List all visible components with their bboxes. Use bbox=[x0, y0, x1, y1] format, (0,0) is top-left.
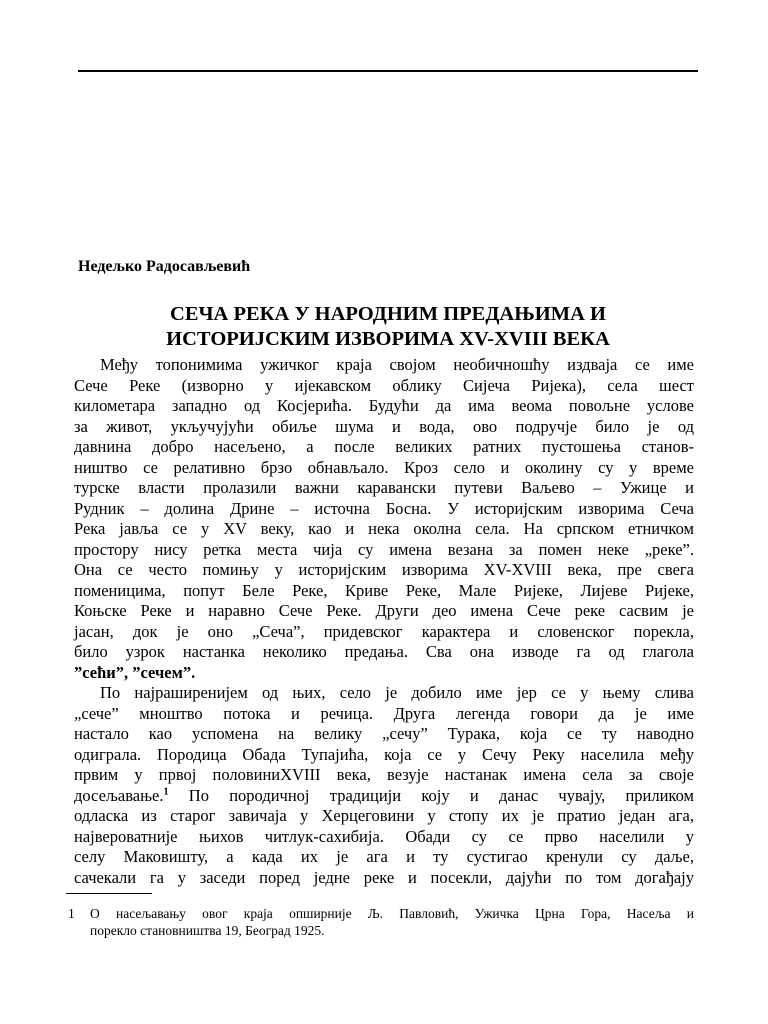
text-line bbox=[74, 663, 694, 684]
text-line bbox=[74, 786, 694, 807]
text-fragment: досељавање. bbox=[74, 785, 164, 805]
text-line: Коњске Реке и наравно Сече Реке. Други део имена Сече реке сасвим је bbox=[74, 601, 694, 620]
text-line: одиграла. Породица Обада Тупајића, која се у Сечу Реку населила међу bbox=[74, 744, 694, 764]
text-line: Сече Реке (изворно у ијекавском облику Сијеча Ријека), села шест bbox=[74, 375, 694, 395]
text-line: за живот, укључујући обиље шума и вода, ово подручје било је од bbox=[74, 416, 694, 436]
author-name: Недељко Радосављевић bbox=[78, 258, 251, 275]
text-line: „сече” мноштво потока и речица. Друга легенда говори да је име bbox=[74, 703, 694, 723]
footnote-text bbox=[90, 905, 694, 939]
text-line: Међу топонимима ужичког краја својом необичношћу издваја се име bbox=[100, 355, 694, 374]
title-line: СЕЧА РЕКА У НАРОДНИМ ПРЕДАЊИМА И bbox=[170, 303, 606, 325]
text-line: највероватније њихов читлук-сахибија. Обади су се прво населили у bbox=[74, 826, 694, 846]
text-line: Река јавља се у XV веку, као и нека околна села. На српском етничком bbox=[74, 519, 694, 538]
footnote-marker: 1 bbox=[163, 786, 169, 797]
footnote bbox=[68, 905, 694, 939]
text-line: сачекали га у заседи поред једне реке и посекли, дајући по том догађају bbox=[74, 867, 694, 887]
text-line: турске власти пролазили важни каравански путеви Ваљево – Ужице и bbox=[74, 478, 694, 497]
article-body bbox=[74, 355, 694, 888]
text-line: ништво се релативно брзо обнављало. Кроз село и околину су у време bbox=[74, 457, 694, 477]
text-line: давнина добро насељено, а после великих ратних пустошења станов- bbox=[74, 437, 694, 456]
text-line: По најраширенијем од њих, село је добило име јер се у њему слива bbox=[100, 683, 694, 702]
text-line: километара западно од Косјерића. Будући да има веома повољне услове bbox=[74, 396, 694, 415]
text-line: селу Маковишту, а када их је ага и ту сустигао кренули су даље, bbox=[74, 847, 694, 866]
text-line: одласка из старог завичаја у Херцеговини у стопу их је пратио један ага, bbox=[74, 806, 694, 825]
footnote-rule bbox=[66, 893, 152, 894]
text-line: простору нису ретка места чија су имена везана за помен неке „реке”. bbox=[74, 539, 694, 559]
text-line: поменицима, попут Беле Реке, Криве Реке, Мале Ријеке, Лијеве Ријеке, bbox=[74, 580, 694, 600]
footnote-number: 1 bbox=[68, 906, 75, 921]
text-line: Она се често помињу у историјским изворима XV-XVIII века, пре свега bbox=[74, 560, 694, 579]
header-rule bbox=[78, 70, 698, 72]
article-title bbox=[78, 302, 698, 352]
footnote-line: О насељавању овог краја опширније Љ. Павловић, Ужичка Црна Гора, Насеља и bbox=[90, 906, 694, 921]
text-line: првим у првој половиниXVIII века, везује настанак имена села за своје bbox=[74, 765, 694, 784]
text-line: било узрок настанка неколико предања. Сва она изводе га од глагола bbox=[74, 642, 694, 661]
text-line: Рудник – долина Дрине – источна Босна. У историјским изворима Сеча bbox=[74, 498, 694, 518]
bold-verbs: ”сећи”, ”сечем”. bbox=[74, 662, 196, 682]
text-fragment: По породичној традицији коју и данас чувају, приликом bbox=[168, 785, 694, 805]
text-line: настало као успомена на велику „сечу” Турака, која се ту наводно bbox=[74, 724, 694, 743]
footnote-line: порекло становништва 19, Београд 1925. bbox=[90, 923, 325, 938]
text-line: јасан, док је оно „Сеча”, придевског карактера и словенског порекла, bbox=[74, 621, 694, 641]
title-line: ИСТОРИЈСКИМ ИЗВОРИМА XV-XVIII ВЕКА bbox=[166, 328, 610, 350]
